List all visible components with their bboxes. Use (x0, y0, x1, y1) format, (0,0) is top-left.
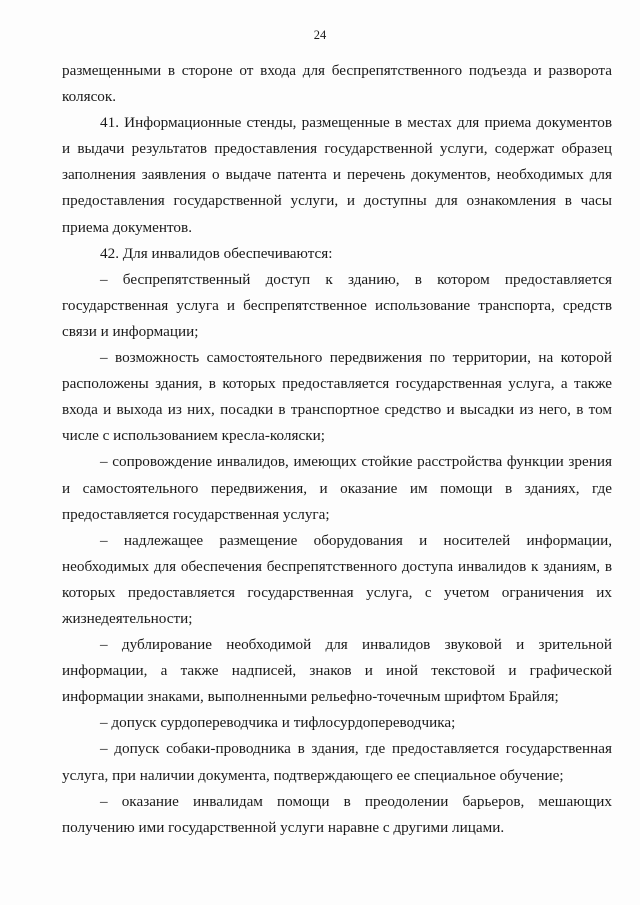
list-item-assistance: – оказание инвалидам помощи в преодолении барьеров, мешающих получению ими государственной услуги наравне с другими лицами. (62, 792, 612, 836)
list-item-movement: – возможность самостоятельного передвижения по территории, на которой расположены здания, в которых предоставляется государственная услуга, а также входа и выхода из них, посадки в транспортное средство и высадки из него, в том числе с использованием кресла-коляски; (62, 349, 612, 445)
paragraph-42-heading: 42. Для инвалидов обеспечиваются: (100, 244, 333, 262)
page-number: 24 (313, 28, 327, 42)
paragraph-41-info-stands: 41. Информационные стенды, размещенные в местах для приема документов и выдачи результатов предоставления государственной услуги, содержат образец заполнения заявления о выдаче патента и перечень документов, необходимых для предоставления государственной услуги, и доступны для ознакомления в часы приема документов. (62, 114, 612, 236)
list-item-guide-dog: – допуск собаки-проводника в здания, где предоставляется государственная услуга, при наличии документа, подтверждающего ее специальное обучение; (62, 740, 612, 784)
document-body (62, 58, 612, 841)
list-item-equipment: – надлежащее размещение оборудования и носителей информации, необходимых для обеспечения беспрепятственного доступа инвалидов к зданиям, в которых предоставляется государственная услуга, с учетом ограничения их жизнедеятельности; (62, 531, 612, 627)
paragraph-continuation: размещенными в стороне от входа для беспрепятственного подъезда и разворота колясок. (62, 62, 612, 106)
list-item-escort: – сопровождение инвалидов, имеющих стойкие расстройства функции зрения и самостоятельного передвижения, и оказание им помощи в зданиях, где предоставляется государственная услуга; (62, 453, 612, 523)
list-item-duplication: – дублирование необходимой для инвалидов звуковой и зрительной информации, а также надписей, знаков и иной текстовой и графической информации знаками, выполненными рельефно-точечным шрифтом Брайля; (62, 636, 612, 706)
list-item-interpreter: – допуск сурдопереводчика и тифлосурдопереводчика; (100, 714, 456, 732)
list-item-access: – беспрепятственный доступ к зданию, в котором предоставляется государственная услуга и беспрепятственное использование транспорта, средств связи и информации; (62, 270, 612, 340)
